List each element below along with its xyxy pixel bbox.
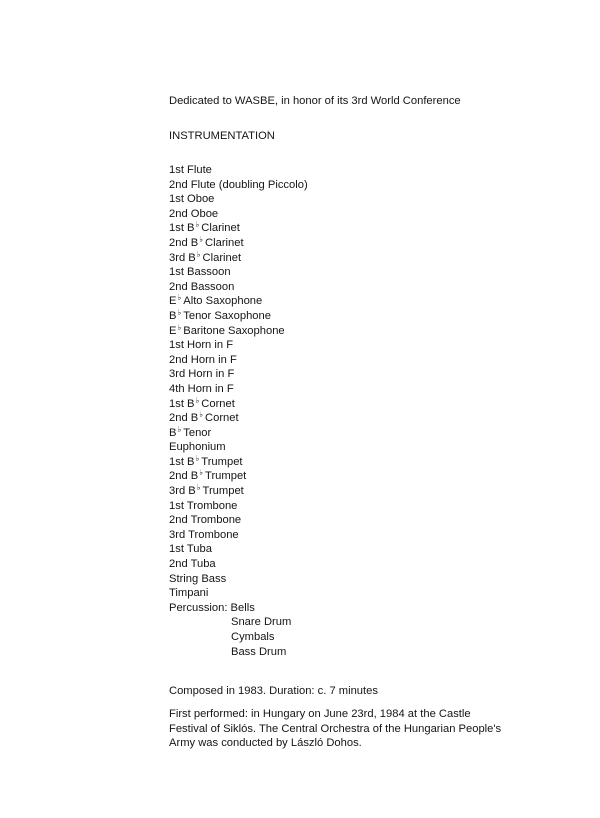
instrument-name-suffix: Trumpet (202, 485, 244, 498)
instrument-name: 2nd B (169, 412, 199, 425)
instrument-item (169, 542, 308, 557)
flat-sign: ♭ (195, 453, 200, 463)
instrument-name: 2nd B (169, 236, 199, 249)
instrument-name: 1st Horn in F (169, 339, 234, 352)
instrument-name: B (169, 309, 177, 322)
instrument-name: 1st Bassoon (169, 266, 231, 279)
instrument-item (169, 367, 308, 382)
instrument-item (169, 645, 308, 660)
instrument-name: Bass Drum (231, 645, 287, 658)
instrument-item (169, 265, 308, 280)
dedication-line: Dedicated to WASBE, in honor of its 3rd World Conference (169, 95, 461, 107)
instrument-item (169, 309, 308, 324)
instrument-item (169, 484, 308, 499)
instrument-name: 1st B (169, 397, 195, 410)
instrument-item (169, 324, 308, 339)
instrument-item (169, 426, 308, 441)
instrument-item (169, 236, 308, 251)
instrument-name: 1st B (169, 455, 195, 468)
instrumentation-list (169, 163, 308, 659)
instrument-name: 2nd Tuba (169, 558, 216, 571)
instrument-name: 1st Tuba (169, 543, 212, 556)
instrument-name: 1st Oboe (169, 193, 215, 206)
instrument-name: E (169, 295, 177, 308)
flat-sign: ♭ (177, 322, 182, 332)
instrument-name-suffix: Tenor Saxophone (183, 309, 271, 322)
instrument-name: 3rd B (169, 251, 196, 264)
instrument-item (169, 382, 308, 397)
instrument-item (169, 163, 308, 178)
instrument-name-suffix: Clarinet (205, 236, 244, 249)
instrument-item (169, 440, 308, 455)
instrument-item (169, 280, 308, 295)
flat-sign: ♭ (177, 424, 182, 434)
instrument-name: Timpani (169, 587, 209, 600)
instrument-item (169, 601, 308, 616)
instrument-name: 3rd Horn in F (169, 368, 235, 381)
instrument-name: 1st Trombone (169, 499, 238, 512)
instrument-item (169, 615, 308, 630)
instrument-name: 2nd Flute (doubling Piccolo) (169, 178, 308, 191)
instrument-name: Cymbals (231, 631, 275, 643)
instrument-name: 1st B (169, 222, 195, 235)
instrument-name: 1st Flute (169, 164, 212, 176)
flat-sign: ♭ (199, 410, 204, 420)
instrument-name-suffix: Tenor (183, 426, 212, 439)
instrument-name: 2nd Bassoon (169, 280, 235, 293)
instrument-item (169, 411, 308, 426)
instrument-name-suffix: Clarinet (202, 251, 242, 264)
instrument-name: 3rd B (169, 485, 196, 498)
instrument-name-suffix: Clarinet (201, 222, 240, 235)
instrument-item (169, 455, 308, 470)
flat-sign: ♭ (195, 395, 200, 405)
instrument-item (169, 294, 308, 309)
instrument-name: 2nd Oboe (169, 207, 219, 220)
instrument-name: 4th Horn in F (169, 382, 234, 395)
composition-info: Composed in 1983. Duration: c. 7 minutes (169, 685, 378, 697)
instrument-name-suffix: Trumpet (201, 455, 243, 468)
instrument-name: 3rd Trombone (169, 528, 239, 541)
instrument-item (169, 586, 308, 601)
instrument-name: E (169, 324, 177, 337)
flat-sign: ♭ (177, 307, 182, 317)
instrument-name-suffix: Cornet (201, 397, 235, 410)
instrument-item (169, 557, 308, 572)
instrumentation-heading: INSTRUMENTATION (169, 130, 275, 142)
instrument-name: Percussion: Bells (169, 601, 255, 614)
instrument-item (169, 499, 308, 514)
flat-sign: ♭ (177, 293, 182, 303)
flat-sign: ♭ (195, 220, 200, 230)
instrument-item (169, 469, 308, 484)
instrument-name: String Bass (169, 572, 227, 585)
instrument-name: Snare Drum (231, 616, 292, 629)
instrument-name: 2nd Horn in F (169, 353, 237, 366)
instrument-name-suffix: Trumpet (205, 470, 247, 483)
instrument-item (169, 251, 308, 266)
flat-sign: ♭ (196, 483, 201, 493)
instrument-item (169, 192, 308, 207)
premiere-info: First performed: in Hungary on June 23rd, 1984 at the Castle Festival of Siklós. The Central Orchestra of the Hungarian People's Army was conducted by László Dohos. (169, 708, 502, 750)
flat-sign: ♭ (199, 234, 204, 244)
instrument-item (169, 178, 308, 193)
instrument-item (169, 528, 308, 543)
instrument-item (169, 572, 308, 587)
instrument-item (169, 353, 308, 368)
instrument-name: Euphonium (169, 441, 226, 454)
instrument-name: B (169, 426, 177, 439)
instrument-item (169, 397, 308, 412)
instrument-item (169, 338, 308, 353)
instrument-name: 2nd Trombone (169, 514, 242, 527)
instrument-item (169, 207, 308, 222)
instrument-item (169, 221, 308, 236)
instrument-name-suffix: Alto Saxophone (183, 295, 263, 308)
flat-sign: ♭ (196, 249, 201, 259)
flat-sign: ♭ (199, 468, 204, 478)
instrument-item (169, 630, 308, 645)
instrument-name-suffix: Cornet (205, 412, 239, 425)
instrument-name: 2nd B (169, 470, 199, 483)
instrument-name-suffix: Baritone Saxophone (183, 324, 285, 337)
instrument-item (169, 513, 308, 528)
